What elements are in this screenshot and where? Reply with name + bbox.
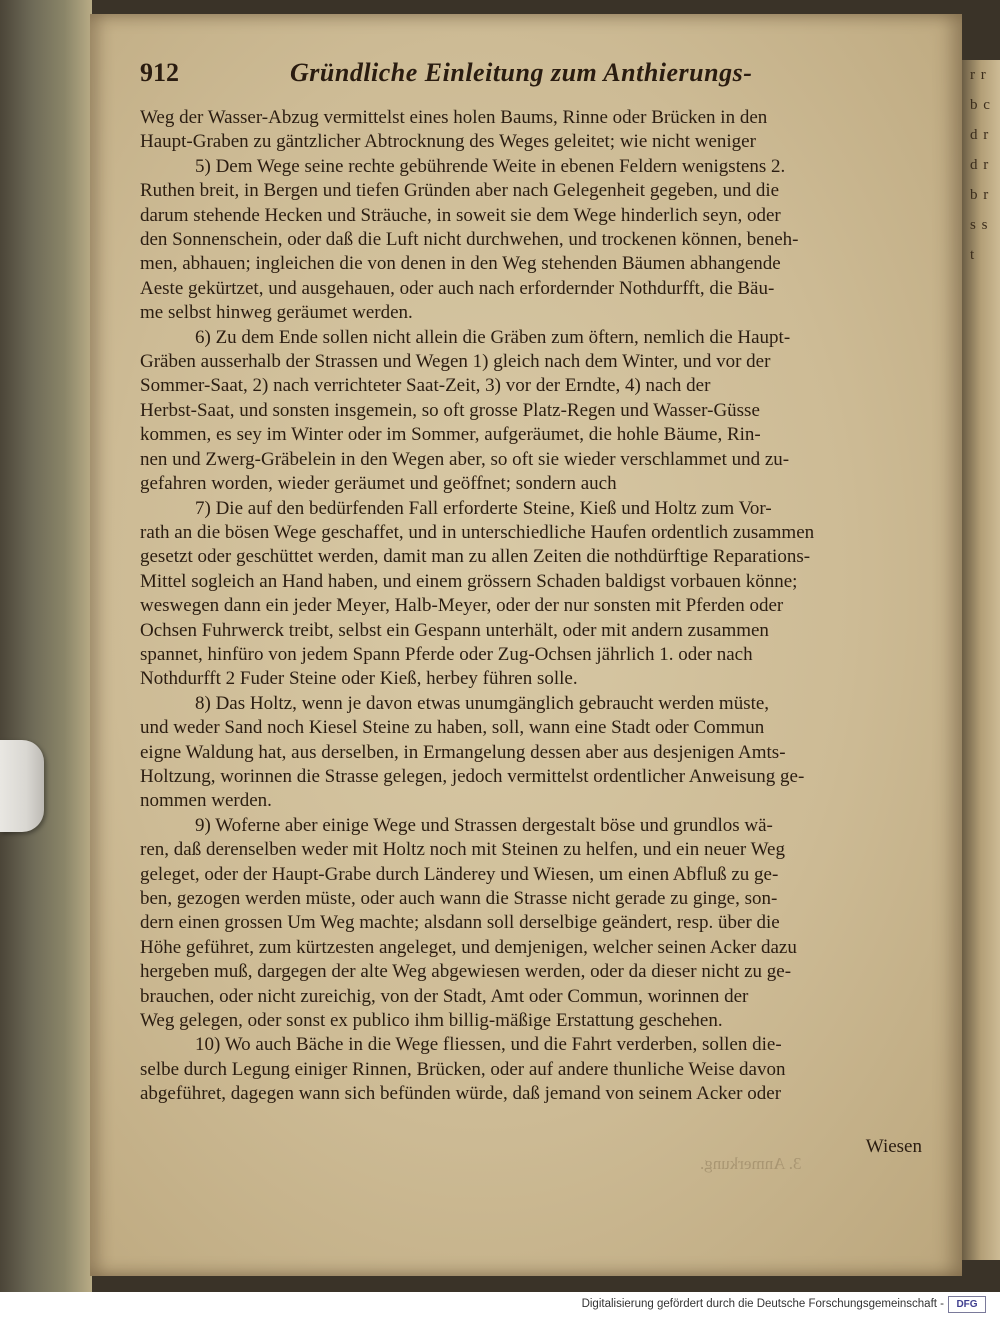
page-number: 912: [140, 58, 179, 87]
text-line: Aeste gekürtzet, und ausgehauen, oder auch nach erfordernder Nothdurfft, die Bäu-: [140, 277, 775, 299]
text-line: Haupt-Graben zu gäntzlicher Abtrocknung des Weges geleitet; wie nicht weniger: [140, 131, 756, 153]
dfg-logo: DFG: [948, 1296, 986, 1313]
text-line: gesetzt oder geschüttet werden, damit man zu allen Zeiten die nothdürftige Reparations-: [140, 546, 811, 568]
text-line: 10) Wo auch Bäche in die Wege fliessen, und die Fahrt verderben, sollen die-: [195, 1034, 782, 1056]
book-page: [90, 14, 962, 1276]
text-line: Weg gelegen, oder sonst ex publico ihm billig-mäßige Erstattung geschehen.: [140, 1010, 723, 1032]
text-line: men, abhauen; ingleichen die von denen in den Weg stehenden Bäumen abhangende: [140, 253, 781, 275]
footer-bar: [0, 1292, 1000, 1317]
text-line: hergeben muß, dargegen der alte Weg abgewiesen werden, oder da dieser nicht zu ge-: [140, 961, 792, 983]
text-line: Herbst-Saat, und sonsten insgemein, so oft grosse Platz-Regen und Wasser-Güsse: [140, 399, 760, 421]
text-line: Mittel sogleich an Hand haben, und einem grössern Schaden baldigst vorbauen könne;: [140, 570, 798, 592]
text-line: abgeführet, dagegen wann sich befünden würde, daß jemand von seinem Acker oder: [140, 1083, 782, 1105]
text-line: Weg der Wasser-Abzug vermittelst eines holen Baums, Rinne oder Brücken in den: [140, 107, 768, 128]
text-line: Holtzung, worinnen die Strasse gelegen, jedoch vermittelst ordentlicher Anweisung ge-: [140, 765, 805, 787]
next-page-letters: r r b c d r d r b r s s t: [970, 67, 991, 263]
text-line: und weder Sand noch Kiesel Steine zu haben, soll, wann eine Stadt oder Commun: [140, 717, 765, 739]
text-line: Sommer-Saat, 2) nach verrichteter Saat-Zeit, 3) vor der Erndte, 4) nach der: [140, 375, 711, 397]
footer-credit: Digitalisierung gefördert durch die Deutsche Forschungsgemeinschaft -: [581, 1298, 944, 1310]
text-line: spannet, hinfüro von jedem Spann Pferde oder Zug-Ochsen jährlich 1. oder nach: [140, 643, 753, 665]
text-line: Ochsen Fuhrwerck treibt, selbst ein Gespann unterhält, oder mit andern zusammen: [140, 619, 769, 641]
text-line: eigne Waldung hat, aus derselben, in Ermangelung dessen aber aus desjenigen Amts-: [140, 741, 786, 763]
bleed-through-text: 3. Anmerkung.: [700, 1154, 802, 1173]
text-line: darum stehende Hecken und Sträuche, in soweit sie dem Wege hinderlich seyn, oder: [140, 204, 781, 226]
book-binding-edge: [0, 0, 92, 1292]
text-line: 8) Das Holtz, wenn je davon etwas unumgänglich gebraucht werden müste,: [195, 692, 770, 714]
text-line: 5) Dem Wege seine rechte gebührende Weite in ebenen Feldern wenigstens 2.: [195, 155, 786, 177]
next-page-edge: [962, 60, 1000, 1260]
text-line: me selbst hinweg geräumet werden.: [140, 302, 413, 324]
text-line: geleget, oder der Haupt-Grabe durch Länderey und Wiesen, um einen Abfluß zu ge-: [140, 863, 779, 885]
text-line: 7) Die auf den bedürfenden Fall erforderte Steine, Kieß und Holtz zum Vor-: [195, 497, 772, 519]
text-line: Ruthen breit, in Bergen und tiefen Gründen aber nach Gelegenheit gegeben, und die: [140, 180, 780, 202]
text-line: kommen, es sey im Winter oder im Sommer, aufgeräumet, die hohle Bäume, Rin-: [140, 424, 761, 446]
text-line: Nothdurfft 2 Fuder Steine oder Kieß, herbey führen solle.: [140, 668, 578, 690]
text-line: selbe durch Legung einiger Rinnen, Brücken, oder auf andere thunliche Weise davon: [140, 1058, 786, 1080]
text-line: rath an die bösen Wege geschaffet, und in unterschiedliche Haufen ordentlich zusammen: [140, 521, 815, 543]
page-clip: [0, 740, 44, 832]
text-line: nommen werden.: [140, 790, 272, 812]
text-line: den Sonnenschein, oder daß die Luft nicht durchwehen, und trockenen können, beneh-: [140, 229, 799, 251]
text-line: 9) Woferne aber einige Wege und Strassen dergestalt böse und grundlos wä-: [195, 814, 773, 836]
text-line: 6) Zu dem Ende sollen nicht allein die Gräben zum öftern, nemlich die Haupt-: [195, 326, 791, 348]
text-line: Höhe geführet, zum kürtzesten angeleget, und demjenigen, welcher seinen Acker dazu: [140, 936, 797, 958]
body-text: [140, 106, 930, 1107]
text-line: ben, gezogen werden müste, oder auch wann die Strasse nicht gerade zu ginge, son-: [140, 888, 778, 909]
text-line: dern einen grossen Um Weg machte; alsdann soll derselbige geändert, resp. über die: [140, 912, 780, 934]
text-line: nen und Zwerg-Gräbelein in den Wegen aber, so oft sie wieder verschlammet und zu-: [140, 448, 790, 470]
text-line: Gräben ausserhalb der Strassen und Wegen 1) gleich nach dem Winter, und vor der: [140, 351, 771, 373]
page-header: [140, 58, 920, 98]
text-line: weswegen dann ein jeder Meyer, Halb-Meyer, oder der nur sonsten mit Pferden oder: [140, 595, 784, 617]
running-title: Gründliche Einleitung zum Anthierungs-: [290, 58, 753, 87]
text-line: brauchen, oder nicht zureichig, von der Stadt, Amt oder Commun, worinnen der: [140, 985, 749, 1007]
text-line: gefahren worden, wieder geräumet und geöffnet; sondern auch: [140, 473, 617, 495]
text-line: ren, daß derenselben weder mit Holtz noch mit Steinen zu helfen, und ein neuer Weg: [140, 839, 785, 861]
catchword: Wiesen: [865, 1136, 922, 1157]
